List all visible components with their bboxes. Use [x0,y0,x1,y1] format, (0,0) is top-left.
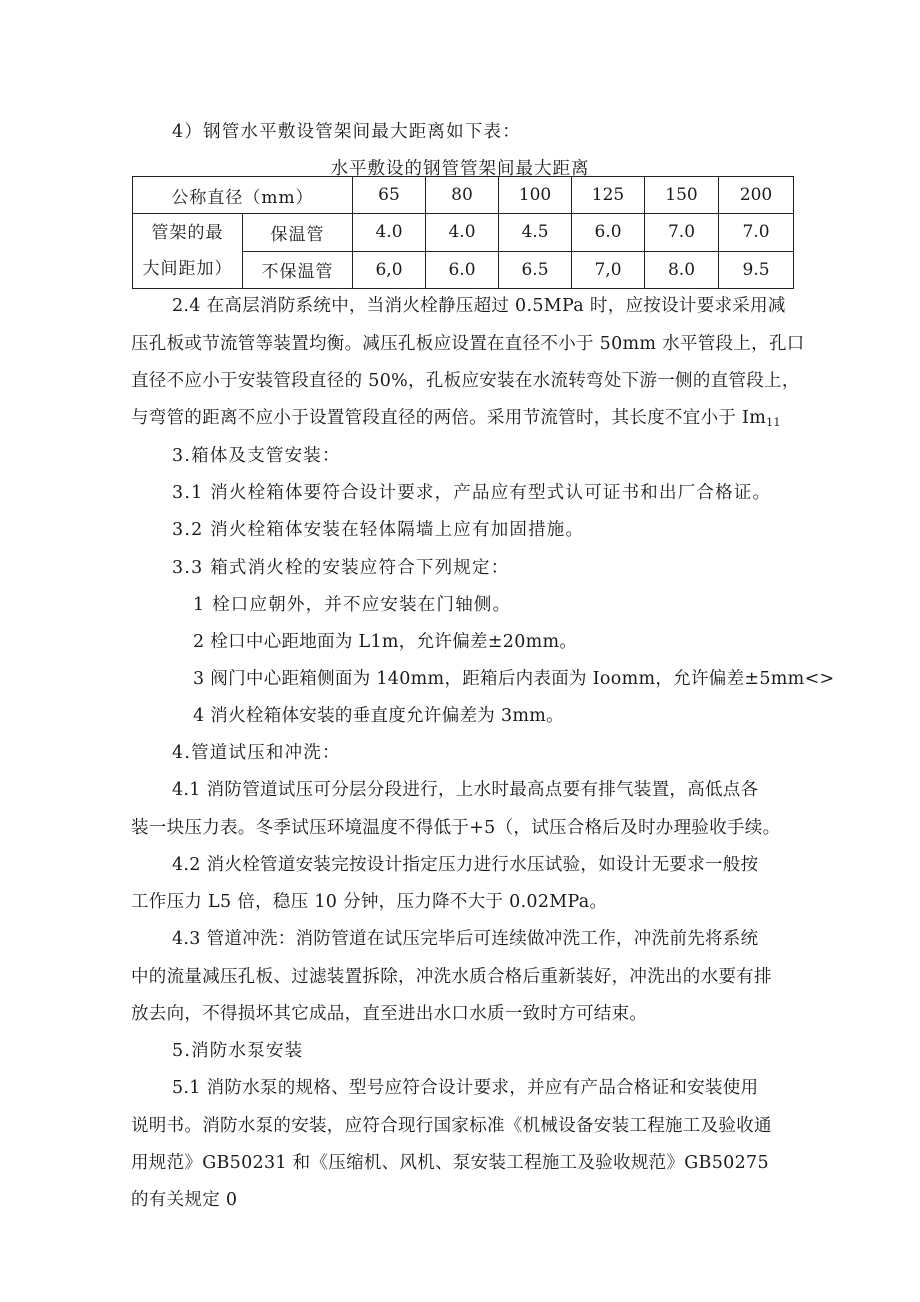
table-cell: 8.0 [645,251,719,289]
table-cell: 7.0 [645,214,719,252]
list-item-3: 3 阀门中心距箱侧面为 140mm，距箱后内表面为 Ioomm，允许偏差±5mm<> [193,669,835,689]
para-5-1-line-4: 的有关规定 0 [131,1190,238,1210]
para-4-2-line-1: 4.2 消火栓管道安装完按设计指定压力进行水压试验，如设计无要求一般按 [172,855,759,875]
para-3-3: 3.3 箱式消火栓的安装应符合下列规定： [172,558,510,578]
diameter-cell: 80 [426,177,499,214]
section-3-heading: 3.箱体及支管安装： [172,446,341,466]
section-5-heading: 5.消防水泵安装 [172,1041,304,1061]
para-2-4-line-4 [131,410,781,428]
para-2-4-line-2: 压孔板或节流管等装置均衡。减压孔板应设置在直径不小于 50mm 水平管段上，孔口 [131,334,805,354]
list-item-4: 4 消火栓箱体安装的垂直度允许偏差为 3mm。 [193,706,564,726]
table-cell: 6.0 [426,251,499,289]
para-4-3-line-3: 放去向，不得损坏其它成品，直至进出水口水质一致时方可结束。 [131,1004,648,1024]
para-2-4-line-4-subscript: 11 [766,416,781,429]
para-3-2: 3.2 消火栓箱体安装在轻体隔墙上应有加固措施。 [172,520,585,540]
table-cell: 4.0 [426,214,499,252]
para-4-1-line-2: 装一块压力表。冬季试压环境温度不得低于+5（，试压合格后及时办理验收手续。 [131,818,781,838]
para-2-4-line-1: 2.4 在高层消防系统中，当消火栓静压超过 0.5MPa 时，应按设计要求采用减 [172,296,786,316]
diameter-header-cell: 公称直径（mm） [133,177,353,214]
list-item-1: 1 栓口应朝外，并不应安装在门轴侧。 [193,595,512,615]
table-cell: 4.0 [353,214,426,252]
row-label-uninsulated: 不保温管 [243,251,353,289]
para-4-2-line-2: 工作压力 L5 倍，稳压 10 分钟，压力降不大于 0.02MPa。 [131,892,608,912]
para-4-1-line-1: 4.1 消防管道试压可分层分段进行，上水时最高点要有排气装置，高低点各 [172,780,759,800]
table-cell: 6.0 [572,214,645,252]
table-row-insulated [133,214,794,252]
para-3-1: 3.1 消火栓箱体要符合设计要求，产品应有型式认可证书和出厂合格证。 [172,483,772,503]
group-label-line1: 管架的最 [151,223,224,243]
max-spacing-group-cell [133,214,243,289]
para-2-4-line-3: 直径不应小于安装管段直径的 50%，孔板应安装在水流转弯处下游一侧的直管段上， [131,371,800,391]
table-caption: 水平敷设的钢管管架间最大距离 [330,159,590,179]
diameter-cell: 200 [719,177,794,214]
table-header-row [133,177,794,214]
section-4-heading: 4.管道试压和冲洗： [172,743,341,763]
group-label-line2: 大间距加） [142,259,233,279]
table-cell: 4.5 [499,214,572,252]
para-4-3-line-1: 4.3 管道冲洗：消防管道在试压完毕后可连续做冲洗工作，冲洗前先将系统 [172,929,759,949]
pipe-support-table [132,176,794,289]
table-cell: 9.5 [719,251,794,289]
para-5-1-line-2: 说明书。消防水泵的安装，应符合现行国家标准《机械设备安装工程施工及验收通 [131,1116,772,1136]
diameter-cell: 150 [645,177,719,214]
table-cell: 6.5 [499,251,572,289]
table-cell: 6,0 [353,251,426,289]
table-cell: 7.0 [719,214,794,252]
table-intro: 4）钢管水平敷设管架间最大距离如下表： [172,122,521,142]
para-5-1-line-3: 用规范》GB50231 和《压缩机、风机、泵安装工程施工及验收规范》GB50275 [131,1153,769,1173]
diameter-cell: 65 [353,177,426,214]
diameter-cell: 125 [572,177,645,214]
para-2-4-line-4-text: 与弯管的距离不应小于设置管段直径的两倍。采用节流管时，其长度不宜小于 Im [131,408,767,428]
para-4-3-line-2: 中的流量减压孔板、过滤装置拆除，冲洗水质合格后重新装好，冲洗出的水要有排 [131,967,772,987]
list-item-2: 2 栓口中心距地面为 L1m，允许偏差±20mm。 [193,632,578,652]
para-5-1-line-1: 5.1 消防水泵的规格、型号应符合设计要求，并应有产品合格证和安装使用 [172,1078,759,1098]
row-label-insulated: 保温管 [243,214,353,252]
table-cell: 7,0 [572,251,645,289]
diameter-cell: 100 [499,177,572,214]
